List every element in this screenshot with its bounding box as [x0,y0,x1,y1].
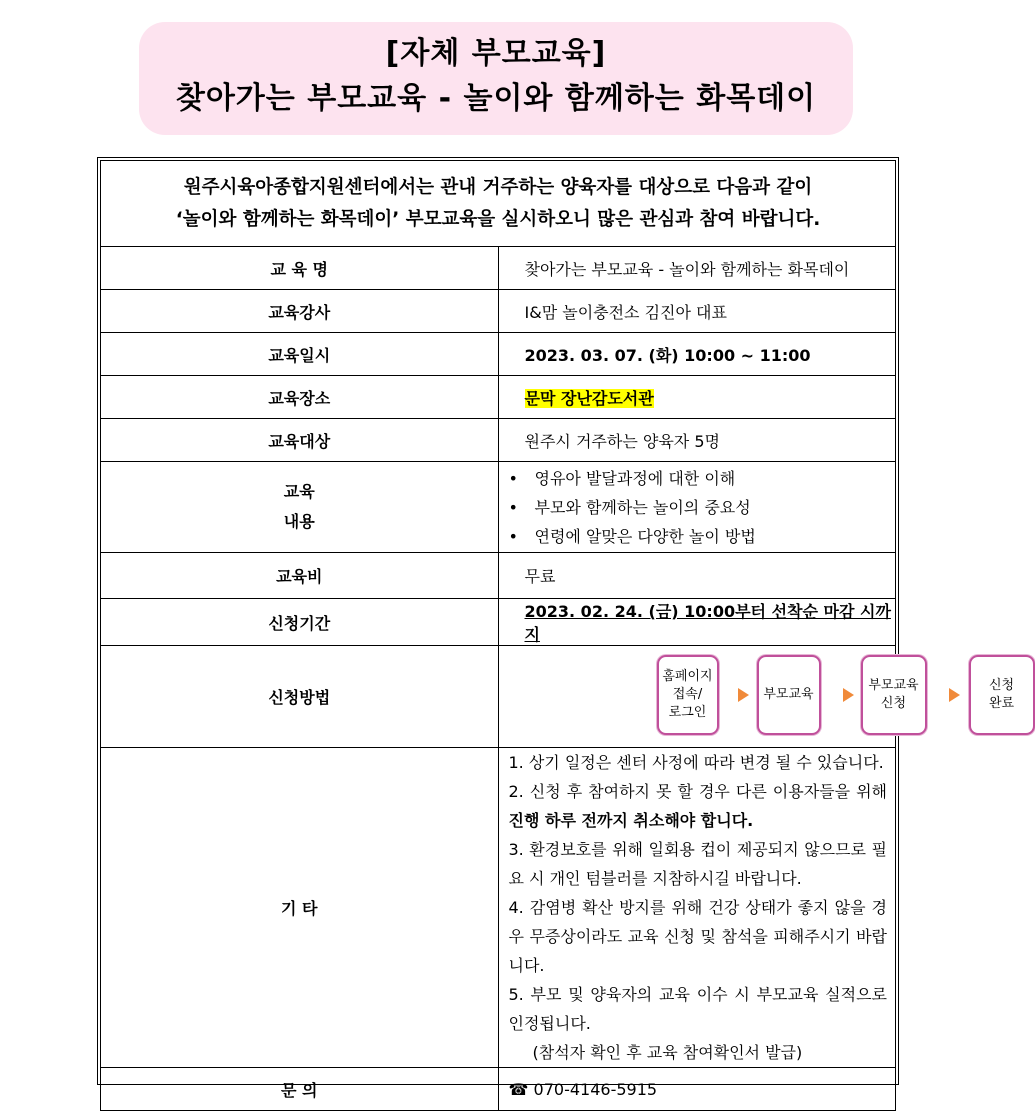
row-value: I&맘 놀이충전소 김진아 대표 [498,290,896,333]
intro-line-1: 원주시육아종합지원센터에서는 관내 거주하는 양육자를 대상으로 다음과 같이 [183,176,813,198]
row-label [101,462,499,553]
row-target [101,419,896,462]
row-label: 문 의 [101,1068,499,1111]
title-banner [139,22,853,135]
bullet-icon: • [508,468,518,488]
bullet-icon: • [508,526,518,546]
period-text: 2023. 02. 24. (금) 10:00부터 선착순 마감 시까지 [524,602,891,644]
row-value: 원주시 거주하는 양육자 5명 [498,419,896,462]
row-value [498,748,896,1068]
list-item [499,493,896,522]
intro-text [101,161,896,247]
row-contact [101,1068,896,1111]
note-item: 4. 감염병 확산 방지를 위해 건강 상태가 좋지 않을 경우 무증상이라도 교육 신청 및 참석을 피해주시기 바랍니다. [508,898,887,975]
row-label: 교 육 명 [101,247,499,290]
row-label: 교육비 [101,553,499,599]
note-item: 3. 환경보호를 위해 일회용 컵이 제공되지 않으므로 필요 시 개인 텀블러를 지참하시길 바랍니다. [508,840,887,888]
note-bold-text: 진행 하루 전까지 취소해야 합니다. [508,811,754,830]
step-text: 완료 [988,695,1015,711]
row-value [498,1068,896,1111]
row-date [101,333,896,376]
row-period [101,599,896,646]
content-list [499,464,896,551]
content-label-2: 내용 [283,512,315,531]
title-sub: 찾아가는 부모교육 - 놀이와 함께하는 화목데이 [175,81,817,116]
arrow-right-icon [738,688,749,702]
row-label: 기 타 [101,748,499,1068]
list-item-text: 영유아 발달과정에 대한 이해 [534,468,736,488]
arrow-right-icon [843,688,854,702]
step-text: 로그인 [668,704,707,720]
list-item-text: 연령에 알맞은 다양한 놀이 방법 [534,526,756,546]
note-item [509,980,888,1067]
content-label-1: 교육 [283,482,315,501]
step-text: 신청 [880,695,907,711]
row-fee [101,553,896,599]
row-place [101,376,896,419]
row-label: 교육장소 [101,376,499,419]
row-value [498,376,896,419]
bullet-icon: • [508,497,518,517]
row-label: 신청방법 [101,646,499,748]
note-item [509,777,888,835]
title-main: [자체 부모교육] [385,36,607,71]
row-value [498,646,1015,748]
step-text: 부모교육 [868,677,919,693]
row-name [101,247,896,290]
info-table-frame [97,157,1015,1100]
step-text: 신청 [988,677,1015,693]
flow-step-complete [969,655,1035,735]
info-table [100,160,1015,1111]
intro-line-2: ‘놀이와 함께하는 화목데이’ 부모교육을 실시하오니 많은 관심과 참여 바랍니다. [175,208,821,230]
row-value [498,599,896,646]
step-text: 부모교육 [763,686,814,702]
row-etc [101,748,896,1068]
place-highlight: 문막 장난감도서관 [524,388,654,408]
row-label: 교육일시 [101,333,499,376]
list-item [499,464,896,493]
notes-list [499,748,896,1067]
note-item: 1. 상기 일정은 센터 사정에 따라 변경 될 수 있습니다. [508,753,884,772]
row-label: 신청기간 [101,599,499,646]
row-content [101,462,896,553]
row-value [498,462,896,553]
row-label: 교육대상 [101,419,499,462]
note-sub-text: (참석자 확인 후 교육 참여확인서 발급) [532,1043,803,1062]
flow-step-education [757,655,821,735]
note-text: 5. 부모 및 양육자의 교육 이수 시 부모교육 실적으로 인정됩니다. [508,985,887,1033]
row-value: 찾아가는 부모교육 - 놀이와 함께하는 화목데이 [498,247,896,290]
list-item [499,522,896,551]
row-value: 2023. 03. 07. (화) 10:00 ~ 11:00 [498,333,896,376]
row-label: 교육강사 [101,290,499,333]
note-text: 2. 신청 후 참여하지 못 할 경우 다른 이용자들을 위해 [508,782,887,801]
row-lecturer [101,290,896,333]
step-text: 접속/ [672,686,703,702]
list-item-text: 부모와 함께하는 놀이의 중요성 [534,497,751,517]
row-value: 무료 [498,553,896,599]
flow-step-apply [861,655,927,735]
phone-icon: ☎ [508,1079,529,1099]
apply-flow [499,647,1015,747]
row-method [101,646,896,748]
step-text: 홈페이지 [662,668,713,684]
flow-step-login [657,655,719,735]
phone-number: 070-4146-5915 [533,1079,658,1099]
arrow-right-icon [949,688,960,702]
